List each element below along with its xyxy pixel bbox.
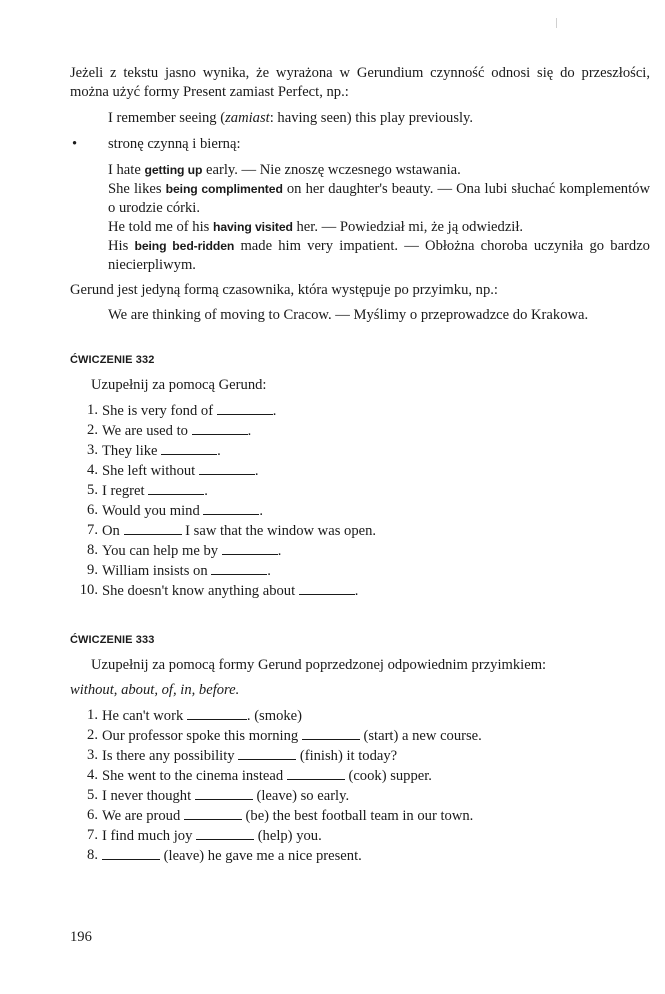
exercise-item: 9. William insists on . bbox=[87, 562, 271, 579]
answer-blank[interactable] bbox=[184, 806, 242, 820]
answer-blank[interactable] bbox=[199, 461, 255, 475]
heading-ex333: ĆWICZENIE 333 bbox=[70, 634, 155, 646]
voice-examples bbox=[70, 161, 650, 275]
instruction-ex333: Uzupełnij za pomocą formy Gerund poprzedzonej odpowiednim przyimkiem: bbox=[91, 657, 547, 673]
answer-blank[interactable] bbox=[302, 726, 360, 740]
exercise-item: 4. She went to the cinema instead (cook) supper. bbox=[87, 767, 432, 784]
bullet-item bbox=[70, 135, 650, 154]
answer-blank[interactable] bbox=[124, 521, 182, 535]
answer-blank[interactable] bbox=[196, 826, 254, 840]
exercise-item: 6. Would you mind . bbox=[87, 502, 264, 519]
answer-blank[interactable] bbox=[161, 441, 217, 455]
answer-blank[interactable] bbox=[222, 541, 278, 555]
exercise-item: 2. We are used to . bbox=[87, 422, 252, 439]
answer-blank[interactable] bbox=[287, 766, 345, 780]
exercise-item: 3. Is there any possibility (finish) it today? bbox=[87, 747, 398, 764]
answer-blank[interactable] bbox=[299, 581, 355, 595]
preposition-note: Gerund jest jedyną formą czasownika, która występuje po przyimku, np.: bbox=[70, 282, 498, 298]
exercise-item: 6. We are proud (be) the best football team in our town. bbox=[87, 807, 474, 824]
answer-blank[interactable] bbox=[192, 421, 248, 435]
intro-paragraph: Jeżeli z tekstu jasno wynika, że wyrażona w Gerundium czynność odnosi się do przeszłości, można użyć formy Present zamiast Perfect, np.: bbox=[70, 65, 650, 100]
exercise-item: 7. I find much joy (help) you. bbox=[87, 827, 322, 844]
bullet-text: stronę czynną i bierną: bbox=[108, 136, 241, 152]
answer-blank[interactable] bbox=[102, 846, 160, 860]
voice-example: He told me of his having visited her. — Powiedział mi, że ją odwiedził. bbox=[108, 219, 524, 235]
answer-blank[interactable] bbox=[148, 481, 204, 495]
exercise-item: 1. She is very fond of . bbox=[87, 402, 277, 419]
scan-mark bbox=[556, 18, 557, 28]
exercise-item: 7. On I saw that the window was open. bbox=[87, 522, 377, 539]
answer-blank[interactable] bbox=[211, 561, 267, 575]
voice-example: His being bed-ridden made him very impatient. — Obłożna choroba uczyniła go bardzo niecierpliwym. bbox=[108, 238, 650, 273]
page-content bbox=[70, 64, 650, 866]
exercise-item: 5. I regret . bbox=[87, 482, 208, 499]
page-number: 196 bbox=[70, 929, 92, 945]
answer-blank[interactable] bbox=[187, 706, 247, 720]
exercise-item: 8. You can help me by . bbox=[87, 542, 282, 559]
answer-blank[interactable] bbox=[195, 786, 253, 800]
bullet-dot: • bbox=[72, 136, 78, 152]
voice-example: She likes being complimented on her daughter's beauty. — Ona lubi słuchać komplementów o urodzie córki. bbox=[108, 181, 650, 216]
preposition-example: We are thinking of moving to Cracow. — Myślimy o przeprowadzce do Krakowa. bbox=[108, 307, 589, 323]
list-ex333 bbox=[70, 706, 650, 866]
exercise-item: 1. He can't work . (smoke) bbox=[87, 707, 303, 724]
exercise-item: 3. They like . bbox=[87, 442, 221, 459]
exercise-item: 5. I never thought (leave) so early. bbox=[87, 787, 350, 804]
intro-example: I remember seeing (zamiast: having seen) this play previously. bbox=[108, 110, 474, 126]
exercise-item: 8. (leave) he gave me a nice present. bbox=[87, 847, 362, 864]
exercise-item: 2. Our professor spoke this morning (start) a new course. bbox=[87, 727, 482, 744]
list-ex332 bbox=[70, 401, 650, 601]
voice-example: I hate getting up early. — Nie znoszę wczesnego wstawania. bbox=[108, 162, 461, 178]
preposition-list: without, about, of, in, before. bbox=[70, 682, 240, 698]
exercise-item: 10. She doesn't know anything about . bbox=[79, 582, 359, 599]
heading-ex332: ĆWICZENIE 332 bbox=[70, 354, 155, 366]
exercise-item: 4. She left without . bbox=[87, 462, 259, 479]
answer-blank[interactable] bbox=[203, 501, 259, 515]
instruction-ex332: Uzupełnij za pomocą Gerund: bbox=[91, 377, 267, 393]
answer-blank[interactable] bbox=[238, 746, 296, 760]
answer-blank[interactable] bbox=[217, 401, 273, 415]
